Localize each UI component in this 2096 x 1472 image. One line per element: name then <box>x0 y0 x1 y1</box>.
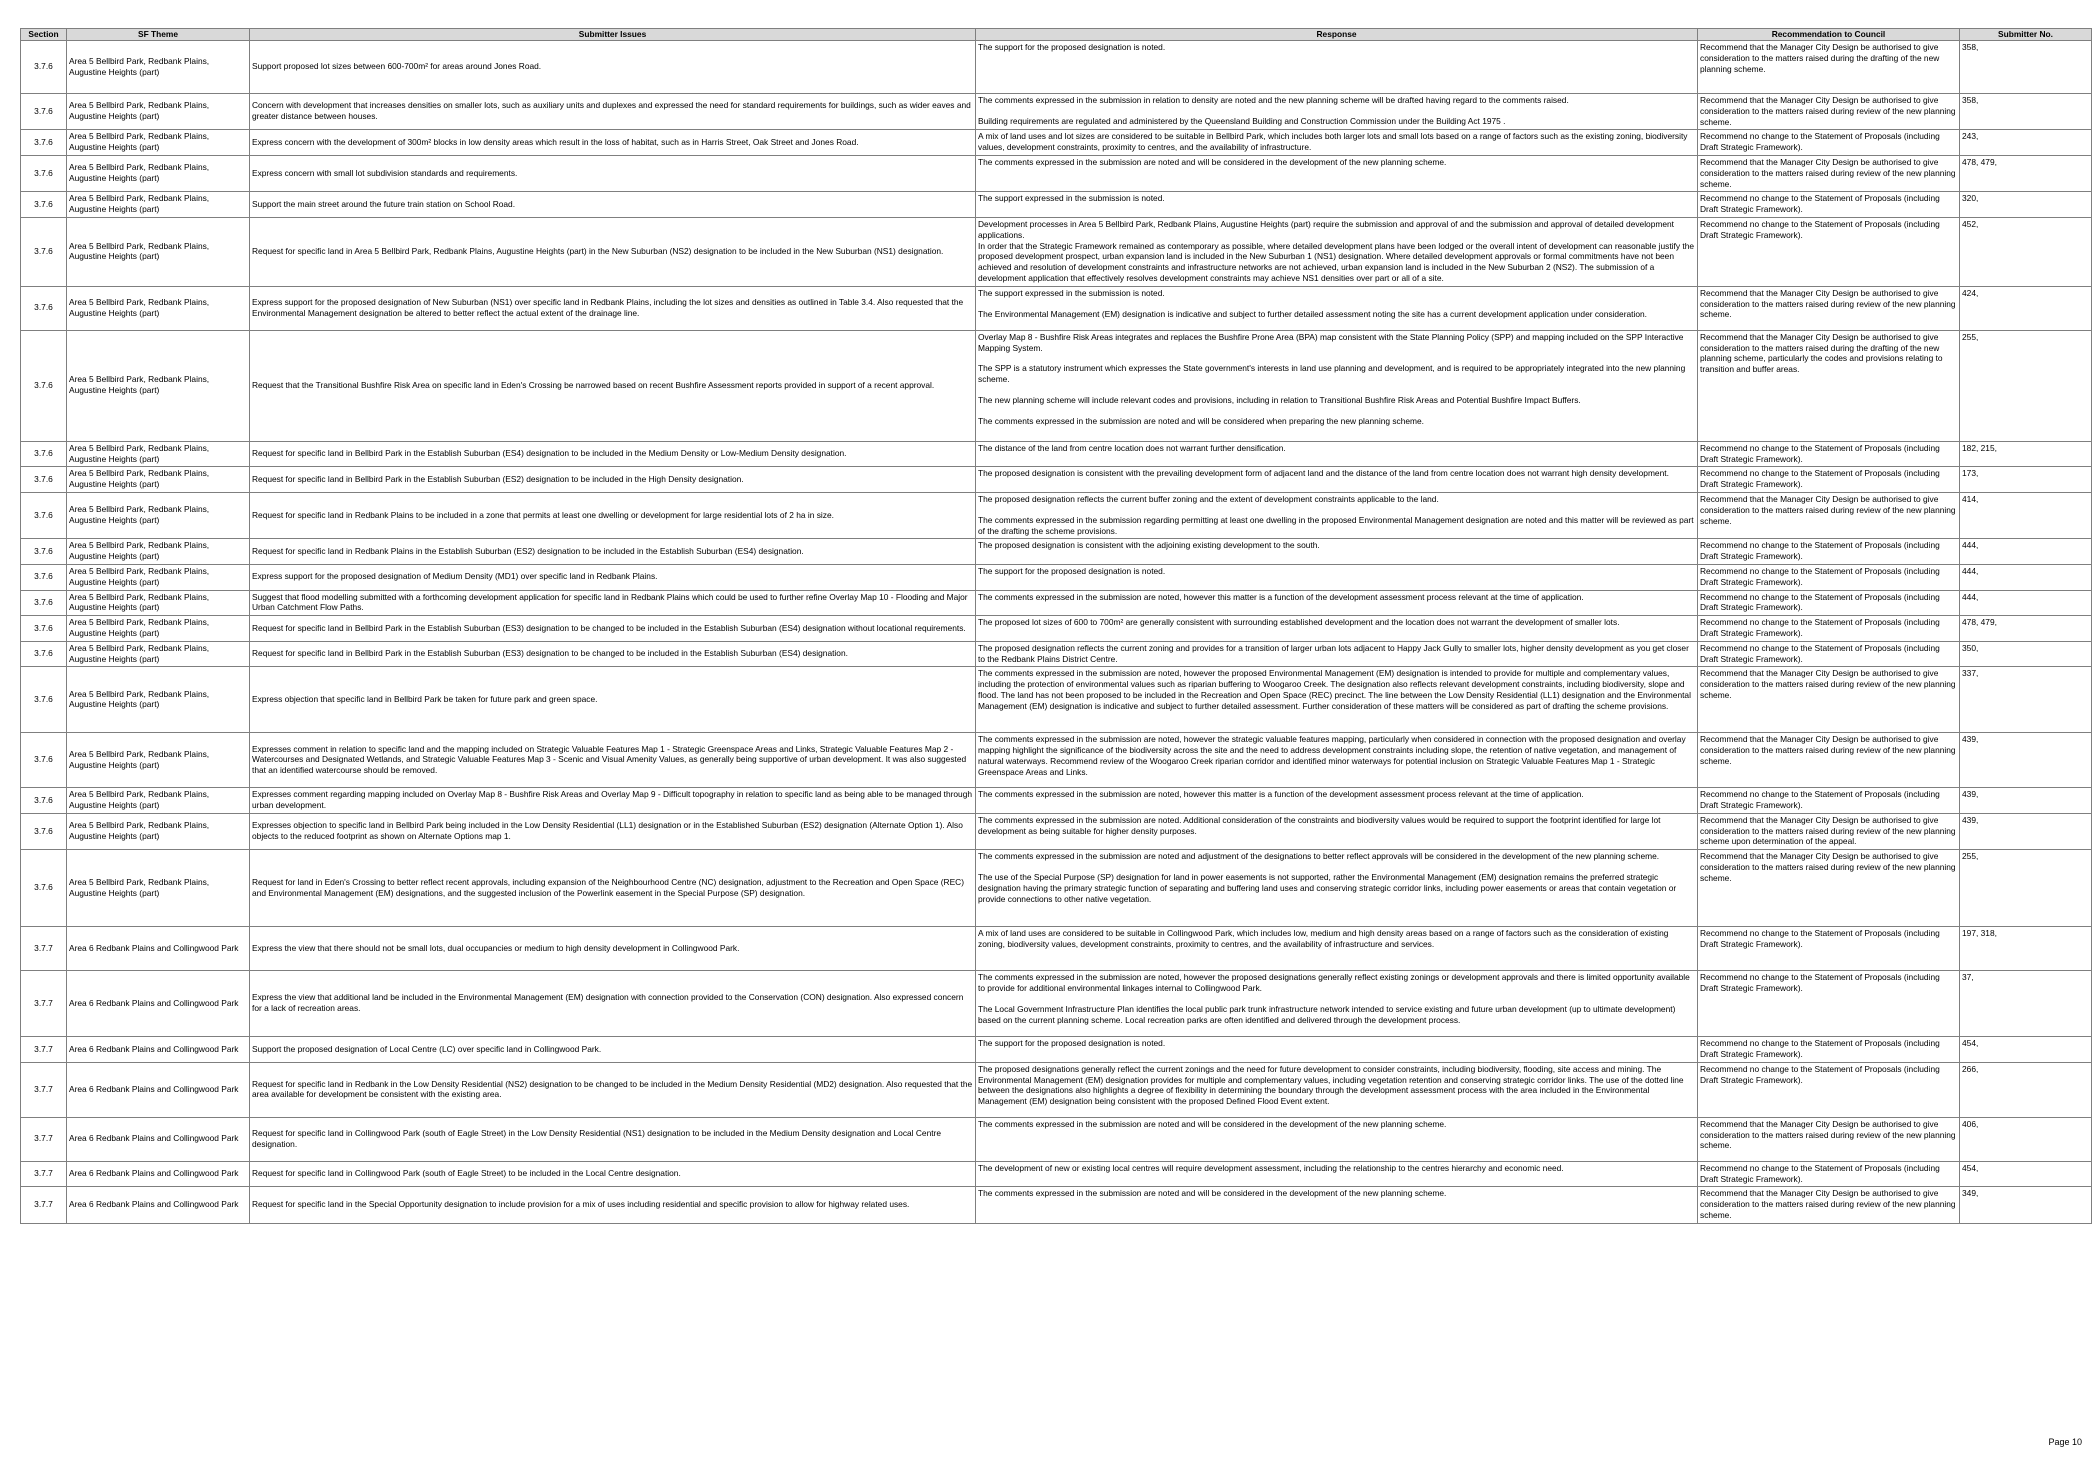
cell-recommendation: Recommend that the Manager City Design be authorised to give consideration to the matters raised during review of the new planning scheme. <box>1698 850 1960 927</box>
cell-section: 3.7.6 <box>21 286 67 330</box>
response-paragraph: The comments expressed in the submission regarding permitting at least one dwelling in the proposed Environmental Management designation are noted and this matter will be reviewed as part of the drafting the scheme provisions. <box>978 514 1694 536</box>
cell-response <box>976 590 1698 616</box>
cell-submitter-issue: Request for specific land in Bellbird Park in the Establish Suburban (ES3) designation to be changed to be included in the Establish Suburban (ES4) designation without locational requirements. <box>250 616 976 642</box>
table-row <box>21 1161 2092 1187</box>
table-row <box>21 217 2092 286</box>
response-paragraph: The support expressed in the submission is noted. <box>978 287 1165 298</box>
response-paragraph: Development processes in Area 5 Bellbird Park, Redbank Plains, Augustine Heights (part) require the submission and approval of and the submission and approval of detailed development applications. <box>978 218 1674 240</box>
response-paragraph: A mix of land uses and lot sizes are considered to be suitable in Bellbird Park, which includes both larger lots and small lots based on a range of factors such as the existing zoning, biodiversity values, development constraints, proximity to centres, and the availability of infrastructure. <box>978 131 1688 153</box>
cell-submitter-issue: Request for specific land in Redbank Plains to be included in a zone that permits at least one dwelling or development for large residential lots of 2 ha in size. <box>250 492 976 538</box>
cell-section: 3.7.7 <box>21 927 67 971</box>
cell-recommendation: Recommend that the Manager City Design be authorised to give consideration to the matters raised during review of the new planning scheme. <box>1698 667 1960 733</box>
response-paragraph: The proposed lot sizes of 600 to 700m² are generally consistent with surrounding established development and the location does not warrant the development of smaller lots. <box>978 617 1620 628</box>
cell-section: 3.7.6 <box>21 492 67 538</box>
cell-submitter-issue: Request for specific land in Redbank in the Low Density Residential (NS2) designation to be changed to be included in the Medium Density Residential (MD2) designation. Also requested that the area available for development be consistent with the existing area. <box>250 1062 976 1117</box>
table-row <box>21 1062 2092 1117</box>
cell-submitter-no: 452, <box>1960 217 2092 286</box>
table-body <box>21 41 2092 1224</box>
table-row <box>21 94 2092 130</box>
cell-section: 3.7.6 <box>21 217 67 286</box>
cell-sf-theme: Area 5 Bellbird Park, Redbank Plains, Augustine Heights (part) <box>67 155 250 191</box>
cell-sf-theme: Area 6 Redbank Plains and Collingwood Park <box>67 1062 250 1117</box>
table-row <box>21 41 2092 94</box>
table-row <box>21 733 2092 788</box>
cell-submitter-no: 255, <box>1960 850 2092 927</box>
response-gap <box>978 505 1695 515</box>
cell-response <box>976 192 1698 218</box>
response-paragraph: The support for the proposed designation is noted. <box>978 42 1166 52</box>
response-paragraph: The Local Government Infrastructure Plan identifies the local public park trunk infrastructure network intended to service existing and future urban development (up to ultimate development) based on the current planning scheme. Local recreation parks are often identified and delivered through the development process. <box>978 1003 1676 1025</box>
cell-submitter-issue: Express objection that specific land in Bellbird Park be taken for future park and green space. <box>250 667 976 733</box>
cell-response <box>976 492 1698 538</box>
cell-response <box>976 155 1698 191</box>
cell-submitter-issue: Support the main street around the future train station on School Road. <box>250 192 976 218</box>
response-paragraph: A mix of land uses are considered to be suitable in Collingwood Park, which includes low, medium and high density areas based on a range of factors such as the consideration of existing zoning, biodiversity values, development constraints, proximity to centres, and the availability of infrastructure and services. <box>978 928 1669 950</box>
cell-sf-theme: Area 5 Bellbird Park, Redbank Plains, Augustine Heights (part) <box>67 41 250 94</box>
header-sf-theme: SF Theme <box>67 29 250 41</box>
table-row <box>21 971 2092 1037</box>
cell-submitter-no: 37, <box>1960 971 2092 1037</box>
cell-response <box>976 1037 1698 1063</box>
cell-recommendation: Recommend no change to the Statement of Proposals (including Draft Strategic Framework). <box>1698 130 1960 156</box>
table-row <box>21 590 2092 616</box>
response-paragraph: The distance of the land from centre location does not warrant further densification. <box>978 442 1286 453</box>
response-paragraph: The comments expressed in the submission are noted and will be considered in the development of the new planning scheme. <box>978 156 1447 167</box>
cell-response <box>976 130 1698 156</box>
cell-recommendation: Recommend that the Manager City Design be authorised to give consideration to the matters raised during review of the new planning scheme. <box>1698 155 1960 191</box>
response-paragraph: The SPP is a statutory instrument which expresses the State government's interests in land use planning and development, and is required to be appropriately integrated into the new planning scheme. <box>978 363 1686 385</box>
response-paragraph: The proposed designations generally reflect the current zonings and the need for future development to consider constraints, including biodiversity, flooding, site access and mining. The Environmental Management (EM) designation provides for multiple and complementary values, including vegetation retention and conserving strategic corridor links. The use of the dotted line between the designations also highlights a degree of flexibility in determining the boundary through the development assessment process with the area included in the Environmental Management (EM) designation being consistent with the proposed Defined Flood Event extent. <box>978 1063 1684 1107</box>
cell-response <box>976 330 1698 441</box>
cell-sf-theme: Area 5 Bellbird Park, Redbank Plains, Augustine Heights (part) <box>67 492 250 538</box>
cell-submitter-issue: Express concern with small lot subdivision standards and requirements. <box>250 155 976 191</box>
response-paragraph: The proposed designation reflects the current zoning and provides for a transition of larger urban lots adjacent to Happy Jack Gully to smaller lots, higher density development as you get closer to the Redbank Plains District Centre. <box>978 642 1689 664</box>
cell-submitter-no: 414, <box>1960 492 2092 538</box>
cell-submitter-issue: Request for specific land in the Special Opportunity designation to include provision for a mix of uses including residential and specific provision to allow for highway related uses. <box>250 1187 976 1223</box>
header-section: Section <box>21 29 67 41</box>
cell-sf-theme: Area 5 Bellbird Park, Redbank Plains, Augustine Heights (part) <box>67 217 250 286</box>
cell-section: 3.7.7 <box>21 1037 67 1063</box>
table-row <box>21 130 2092 156</box>
header-submitter-no: Submitter No. <box>1960 29 2092 41</box>
cell-sf-theme: Area 5 Bellbird Park, Redbank Plains, Augustine Heights (part) <box>67 564 250 590</box>
cell-submitter-issue: Expresses objection to specific land in Bellbird Park being included in the Low Density Residential (LL1) designation or in the Established Suburban (ES2) designation (Alternate Option 1). Also objects to the reduced footprint as shown on Alternate Options map 1. <box>250 813 976 849</box>
response-gap <box>978 406 1695 416</box>
response-paragraph: The proposed designation is consistent with the adjoining existing development to the south. <box>978 540 1320 551</box>
table-row <box>21 492 2092 538</box>
table-row <box>21 641 2092 667</box>
table-row <box>21 192 2092 218</box>
cell-recommendation: Recommend no change to the Statement of Proposals (including Draft Strategic Framework). <box>1698 467 1960 493</box>
cell-sf-theme: Area 5 Bellbird Park, Redbank Plains, Augustine Heights (part) <box>67 286 250 330</box>
cell-recommendation: Recommend that the Manager City Design be authorised to give consideration to the matters raised during review of the new planning scheme. <box>1698 1117 1960 1161</box>
table-row <box>21 539 2092 565</box>
response-paragraph: The proposed designation reflects the current buffer zoning and the extent of development constraints applicable to the land. <box>978 493 1439 504</box>
response-gap <box>978 994 1695 1004</box>
cell-section: 3.7.6 <box>21 564 67 590</box>
table-row <box>21 667 2092 733</box>
cell-submitter-issue: Request for specific land in Collingwood Park (south of Eagle Street) to be included in the Local Centre designation. <box>250 1161 976 1187</box>
cell-recommendation: Recommend no change to the Statement of Proposals (including Draft Strategic Framework). <box>1698 590 1960 616</box>
cell-submitter-issue: Concern with development that increases densities on smaller lots, such as auxiliary units and duplexes and expressed the need for standard requirements for buildings, such as wider eaves and greater distance between houses. <box>250 94 976 130</box>
cell-recommendation: Recommend no change to the Statement of Proposals (including Draft Strategic Framework). <box>1698 927 1960 971</box>
cell-submitter-no: 243, <box>1960 130 2092 156</box>
cell-submitter-issue: Request for specific land in Collingwood Park (south of Eagle Street) in the Low Density Residential (NS1) designation to be included in the Medium Density designation and Local Centre designation. <box>250 1117 976 1161</box>
cell-section: 3.7.6 <box>21 539 67 565</box>
cell-recommendation: Recommend that the Manager City Design be authorised to give consideration to the matters raised during review of the new planning scheme. <box>1698 492 1960 538</box>
cell-submitter-no: 478, 479, <box>1960 155 2092 191</box>
cell-submitter-no: 444, <box>1960 590 2092 616</box>
response-paragraph: Building requirements are regulated and administered by the Queensland Building and Construction Commission under the Building Act 1975 . <box>978 115 1506 126</box>
cell-submitter-no: 454, <box>1960 1037 2092 1063</box>
cell-submitter-issue: Express concern with the development of 300m² blocks in low density areas which result in the loss of habitat, such as in Harris Street, Oak Street and Jones Road. <box>250 130 976 156</box>
cell-section: 3.7.6 <box>21 467 67 493</box>
cell-sf-theme: Area 5 Bellbird Park, Redbank Plains, Augustine Heights (part) <box>67 330 250 441</box>
response-paragraph: In order that the Strategic Framework remained as contemporary as possible, where detailed development plans have been lodged or the overall intent of development can reasonable justify the proposed development prospect, urban expansion land is included in the New Suburban 1 (NS1) designation. Where detailed development approvals or formal commitments have not been achieved and resolution of development constraints and infrastructure networks are not achieved, urban expansion land is included in the New Suburban 2 (NS2). The submission of a development application that effectively resolves development constraints may achieve NS1 densities over part or all of a site. <box>978 240 1695 283</box>
header-response: Response <box>976 29 1698 41</box>
cell-recommendation: Recommend that the Manager City Design be authorised to give consideration to the matters raised during review of the new planning scheme. <box>1698 1187 1960 1223</box>
cell-submitter-no: 424, <box>1960 286 2092 330</box>
header-submitter-issues: Submitter Issues <box>250 29 976 41</box>
cell-sf-theme: Area 5 Bellbird Park, Redbank Plains, Augustine Heights (part) <box>67 641 250 667</box>
cell-section: 3.7.6 <box>21 441 67 467</box>
cell-submitter-no: 439, <box>1960 813 2092 849</box>
cell-submitter-issue: Request for land in Eden's Crossing to better reflect recent approvals, including expansion of the Neighbourhood Centre (NC) designation, adjustment to the Recreation and Open Space (REC) and Environmental Management (EM) designations, and the suggested inclusion of the Powerlink easement in the Special Purpose (SP) designation. <box>250 850 976 927</box>
response-paragraph: The comments expressed in the submission are noted, however the strategic valuable features mapping, particularly when considered in connection with the proposed designation and overlay mapping highlight the significance of the biodiversity across the site and the need to address development constraints including slope, the retention of native vegetation, and management of natural waterways. Recommend review of the Woogaroo Creek riparian corridor and identified minor waterways for potential inclusion on Strategic Valuable Features Map 1 - Strategic Greenspace Areas and Links. <box>978 734 1686 777</box>
cell-response <box>976 539 1698 565</box>
response-paragraph: The comments expressed in the submission are noted, however this matter is a function of the development assessment process relevant at the time of application. <box>978 789 1584 800</box>
cell-submitter-issue: Express support for the proposed designation of New Suburban (NS1) over specific land in Redbank Plains, including the lot sizes and densities as outlined in Table 3.4. Also requested that the Environmental Management designation be altered to better reflect the actual extent of the drainage line. <box>250 286 976 330</box>
cell-submitter-no: 439, <box>1960 788 2092 814</box>
cell-submitter-issue: Express the view that there should not be small lots, dual occupancies or medium to high density development in Collingwood Park. <box>250 927 976 971</box>
cell-section: 3.7.6 <box>21 813 67 849</box>
table-row <box>21 286 2092 330</box>
page-number: Page 10 <box>2048 1437 2082 1447</box>
cell-submitter-no: 173, <box>1960 467 2092 493</box>
cell-submitter-issue: Support proposed lot sizes between 600-700m² for areas around Jones Road. <box>250 41 976 94</box>
cell-recommendation: Recommend no change to the Statement of Proposals (including Draft Strategic Framework). <box>1698 564 1960 590</box>
response-paragraph: The comments expressed in the submission are noted and will be considered when preparing the new planning scheme. <box>978 415 1424 426</box>
cell-response <box>976 788 1698 814</box>
cell-submitter-issue: Request for specific land in Bellbird Park in the Establish Suburban (ES3) designation to be changed to be included in the Establish Suburban (ES4) designation. <box>250 641 976 667</box>
cell-submitter-no: 350, <box>1960 641 2092 667</box>
response-paragraph: The support for the proposed designation is noted. <box>978 565 1166 576</box>
cell-submitter-issue: Support the proposed designation of Local Centre (LC) over specific land in Collingwood Park. <box>250 1037 976 1063</box>
cell-submitter-issue: Expresses comment in relation to specific land and the mapping included on Strategic Valuable Features Map 1 - Strategic Greenspace Areas and Links, Strategic Valuable Features Map 2 - Watercourses and Designated Wetlands, and Strategic Valuable Features Map 3 - Scenic and Visual Amenity Values, as generally being supportive of urban development. It was also suggested that an identified watercourse should be removed. <box>250 733 976 788</box>
cell-section: 3.7.6 <box>21 94 67 130</box>
cell-response <box>976 41 1698 94</box>
cell-section: 3.7.7 <box>21 971 67 1037</box>
cell-sf-theme: Area 5 Bellbird Park, Redbank Plains, Augustine Heights (part) <box>67 441 250 467</box>
table-row <box>21 616 2092 642</box>
cell-submitter-no: 337, <box>1960 667 2092 733</box>
cell-recommendation: Recommend that the Manager City Design be authorised to give consideration to the matters raised during review of the new planning scheme. <box>1698 733 1960 788</box>
document-page <box>20 28 2092 1224</box>
cell-submitter-no: 439, <box>1960 733 2092 788</box>
cell-section: 3.7.6 <box>21 733 67 788</box>
cell-section: 3.7.7 <box>21 1062 67 1117</box>
cell-response <box>976 467 1698 493</box>
cell-sf-theme: Area 6 Redbank Plains and Collingwood Park <box>67 927 250 971</box>
cell-section: 3.7.6 <box>21 667 67 733</box>
cell-response <box>976 667 1698 733</box>
cell-submitter-issue: Request for specific land in Bellbird Park in the Establish Suburban (ES4) designation to be included in the Medium Density or Low-Medium Density designation. <box>250 441 976 467</box>
response-paragraph: The comments expressed in the submission are noted and will be considered in the development of the new planning scheme. <box>978 1118 1447 1129</box>
cell-submitter-no: 444, <box>1960 539 2092 565</box>
response-gap <box>978 299 1695 309</box>
cell-section: 3.7.6 <box>21 850 67 927</box>
response-paragraph: The Environmental Management (EM) designation is indicative and subject to further detailed assessment noting the site has a current development application under consideration. <box>978 308 1647 319</box>
cell-submitter-no: 478, 479, <box>1960 616 2092 642</box>
cell-sf-theme: Area 5 Bellbird Park, Redbank Plains, Augustine Heights (part) <box>67 788 250 814</box>
response-paragraph: The support for the proposed designation is noted. <box>978 1038 1166 1049</box>
table-row <box>21 467 2092 493</box>
cell-sf-theme: Area 5 Bellbird Park, Redbank Plains, Augustine Heights (part) <box>67 813 250 849</box>
response-paragraph: The proposed designation is consistent with the prevailing development form of adjacent land and the distance of the land from centre location does not warrant high density development. <box>978 468 1669 479</box>
cell-recommendation: Recommend that the Manager City Design be authorised to give consideration to the matters raised during the drafting of the new planning scheme, particularly the codes and provisions relating to transition and buffer areas. <box>1698 330 1960 441</box>
cell-section: 3.7.6 <box>21 155 67 191</box>
table-row <box>21 850 2092 927</box>
cell-submitter-issue: Request for specific land in Bellbird Park in the Establish Suburban (ES2) designation to be included in the High Density designation. <box>250 467 976 493</box>
cell-submitter-no: 182, 215, <box>1960 441 2092 467</box>
table-row <box>21 1187 2092 1223</box>
cell-section: 3.7.7 <box>21 1161 67 1187</box>
table-row <box>21 1037 2092 1063</box>
cell-submitter-no: 349, <box>1960 1187 2092 1223</box>
cell-recommendation: Recommend that the Manager City Design be authorised to give consideration to the matters raised during review of the new planning scheme. <box>1698 94 1960 130</box>
cell-submitter-issue: Request that the Transitional Bushfire Risk Area on specific land in Eden's Crossing be narrowed based on recent Bushfire Assessment reports provided in support of a recent approval. <box>250 330 976 441</box>
cell-submitter-no: 255, <box>1960 330 2092 441</box>
response-gap <box>978 106 1695 116</box>
table-header-row <box>21 29 2092 41</box>
cell-response <box>976 1117 1698 1161</box>
response-paragraph: The development of new or existing local centres will require development assessment, including the relationship to the centres hierarchy and economic need. <box>978 1162 1564 1173</box>
cell-response <box>976 616 1698 642</box>
cell-recommendation: Recommend no change to the Statement of Proposals (including Draft Strategic Framework). <box>1698 641 1960 667</box>
cell-submitter-issue: Request for specific land in Redbank Plains in the Establish Suburban (ES2) designation to be included in the Establish Suburban (ES4) designation. <box>250 539 976 565</box>
response-paragraph: The comments expressed in the submission in relation to density are noted and the new planning scheme will be drafted having regard to the comments raised. <box>978 95 1569 105</box>
cell-section: 3.7.6 <box>21 330 67 441</box>
cell-sf-theme: Area 5 Bellbird Park, Redbank Plains, Augustine Heights (part) <box>67 590 250 616</box>
response-paragraph: The new planning scheme will include relevant codes and provisions, including in relation to Transitional Bushfire Risk Areas and Potential Bushfire Impact Buffers. <box>978 394 1581 405</box>
cell-sf-theme: Area 5 Bellbird Park, Redbank Plains, Augustine Heights (part) <box>67 192 250 218</box>
cell-sf-theme: Area 5 Bellbird Park, Redbank Plains, Augustine Heights (part) <box>67 616 250 642</box>
cell-submitter-no: 358, <box>1960 94 2092 130</box>
cell-submitter-no: 320, <box>1960 192 2092 218</box>
cell-section: 3.7.7 <box>21 1187 67 1223</box>
cell-response <box>976 94 1698 130</box>
cell-sf-theme: Area 5 Bellbird Park, Redbank Plains, Augustine Heights (part) <box>67 539 250 565</box>
cell-sf-theme: Area 5 Bellbird Park, Redbank Plains, Augustine Heights (part) <box>67 130 250 156</box>
cell-submitter-issue: Suggest that flood modelling submitted with a forthcoming development application for specific land in Redbank Plains which could be used to further refine Overlay Map 10 - Flooding and Major Urban Catchment Flow Paths. <box>250 590 976 616</box>
cell-sf-theme: Area 5 Bellbird Park, Redbank Plains, Augustine Heights (part) <box>67 667 250 733</box>
response-paragraph: The comments expressed in the submission are noted, however this matter is a function of the development assessment process relevant at the time of application. <box>978 591 1584 602</box>
cell-sf-theme: Area 5 Bellbird Park, Redbank Plains, Augustine Heights (part) <box>67 467 250 493</box>
table-row <box>21 441 2092 467</box>
cell-recommendation: Recommend that the Manager City Design be authorised to give consideration to the matters raised during the drafting of the new planning scheme. <box>1698 41 1960 94</box>
cell-response <box>976 1062 1698 1117</box>
response-paragraph: The comments expressed in the submission are noted. Additional consideration of the constraints and biodiversity values would be required to support the footprint identified for large lot development as being suitable for higher density purposes. <box>978 814 1661 836</box>
cell-section: 3.7.6 <box>21 192 67 218</box>
response-paragraph: The comments expressed in the submission are noted, however the proposed Environmental Management (EM) designation is intended to provide for multiple and complementary values, including the protection of environmental values such as riparian buffering to Woogaroo Creek. The designation also reflects relevant development constraints, including biodiversity, slope and flood. The land has not been proposed to be included in the Recreation and Open Space (REC) precinct. The line between the Low Density Residential (LL1) designation and the Environmental Management (EM) designation is indicative and subject to further detailed assessment. Further consideration of these matters will be considered as part of drafting the scheme provisions. <box>978 668 1691 711</box>
cell-sf-theme: Area 5 Bellbird Park, Redbank Plains, Augustine Heights (part) <box>67 850 250 927</box>
cell-recommendation: Recommend no change to the Statement of Proposals (including Draft Strategic Framework). <box>1698 788 1960 814</box>
response-paragraph: Overlay Map 8 - Bushfire Risk Areas integrates and replaces the Bushfire Prone Area (BPA) map consistent with the State Planning Policy (SPP) and mapping included on the SPP Interactive Mapping System. <box>978 331 1684 353</box>
cell-section: 3.7.6 <box>21 641 67 667</box>
table-row <box>21 564 2092 590</box>
cell-recommendation: Recommend that the Manager City Design be authorised to give consideration to the matters raised during review of the new planning scheme upon determination of the appeal. <box>1698 813 1960 849</box>
response-gap <box>978 862 1695 872</box>
cell-section: 3.7.7 <box>21 1117 67 1161</box>
cell-response <box>976 1161 1698 1187</box>
cell-sf-theme: Area 6 Redbank Plains and Collingwood Park <box>67 1161 250 1187</box>
cell-response <box>976 971 1698 1037</box>
cell-sf-theme: Area 5 Bellbird Park, Redbank Plains, Augustine Heights (part) <box>67 94 250 130</box>
header-recommendation: Recommendation to Council <box>1698 29 1960 41</box>
table-row <box>21 330 2092 441</box>
cell-submitter-no: 266, <box>1960 1062 2092 1117</box>
table-row <box>21 1117 2092 1161</box>
table-row <box>21 788 2092 814</box>
cell-recommendation: Recommend no change to the Statement of Proposals (including Draft Strategic Framework). <box>1698 616 1960 642</box>
cell-recommendation: Recommend no change to the Statement of Proposals (including Draft Strategic Framework). <box>1698 441 1960 467</box>
cell-recommendation: Recommend that the Manager City Design be authorised to give consideration to the matters raised during review of the new planning scheme. <box>1698 286 1960 330</box>
cell-recommendation: Recommend no change to the Statement of Proposals (including Draft Strategic Framework). <box>1698 1062 1960 1117</box>
cell-recommendation: Recommend no change to the Statement of Proposals (including Draft Strategic Framework). <box>1698 1037 1960 1063</box>
cell-response <box>976 1187 1698 1223</box>
table-row <box>21 155 2092 191</box>
response-paragraph: The comments expressed in the submission are noted, however the proposed designations generally reflect existing zonings or development approvals and there is limited opportunity available to provide for additional environmental linkages internal to Collingwood Park. <box>978 972 1690 994</box>
cell-recommendation: Recommend no change to the Statement of Proposals (including Draft Strategic Framework). <box>1698 971 1960 1037</box>
cell-response <box>976 286 1698 330</box>
cell-sf-theme: Area 6 Redbank Plains and Collingwood Park <box>67 1117 250 1161</box>
cell-submitter-no: 358, <box>1960 41 2092 94</box>
response-paragraph: The comments expressed in the submission are noted and will be considered in the development of the new planning scheme. <box>978 1188 1447 1199</box>
cell-response <box>976 813 1698 849</box>
cell-section: 3.7.6 <box>21 616 67 642</box>
response-gap <box>978 353 1695 363</box>
cell-response <box>976 217 1698 286</box>
cell-submitter-no: 444, <box>1960 564 2092 590</box>
response-paragraph: The support expressed in the submission is noted. <box>978 193 1165 204</box>
cell-recommendation: Recommend no change to the Statement of Proposals (including Draft Strategic Framework). <box>1698 1161 1960 1187</box>
submissions-table <box>20 28 2092 1224</box>
cell-recommendation: Recommend no change to the Statement of Proposals (including Draft Strategic Framework). <box>1698 539 1960 565</box>
table-row <box>21 927 2092 971</box>
cell-submitter-issue: Express the view that additional land be included in the Environmental Management (EM) designation with connection provided to the Conservation (CON) designation. Also expressed concern for a lack of recreation areas. <box>250 971 976 1037</box>
cell-sf-theme: Area 6 Redbank Plains and Collingwood Park <box>67 1187 250 1223</box>
cell-response <box>976 441 1698 467</box>
cell-section: 3.7.6 <box>21 130 67 156</box>
cell-response <box>976 927 1698 971</box>
cell-section: 3.7.6 <box>21 590 67 616</box>
cell-sf-theme: Area 6 Redbank Plains and Collingwood Park <box>67 1037 250 1063</box>
cell-response <box>976 733 1698 788</box>
cell-submitter-issue: Expresses comment regarding mapping included on Overlay Map 8 - Bushfire Risk Areas and Overlay Map 9 - Difficult topography in relation to specific land as being able to be managed through urban development. <box>250 788 976 814</box>
cell-section: 3.7.6 <box>21 41 67 94</box>
cell-submitter-issue: Request for specific land in Area 5 Bellbird Park, Redbank Plains, Augustine Heights (part) in the New Suburban (NS2) designation to be included in the New Suburban (NS1) designation. <box>250 217 976 286</box>
cell-response <box>976 564 1698 590</box>
cell-sf-theme: Area 5 Bellbird Park, Redbank Plains, Augustine Heights (part) <box>67 733 250 788</box>
response-paragraph: The comments expressed in the submission are noted and adjustment of the designations to better reflect approvals will be considered in the development of the new planning scheme. <box>978 851 1660 862</box>
response-gap <box>978 385 1695 395</box>
cell-section: 3.7.6 <box>21 788 67 814</box>
cell-submitter-issue: Express support for the proposed designation of Medium Density (MD1) over specific land in Redbank Plains. <box>250 564 976 590</box>
response-paragraph: The use of the Special Purpose (SP) designation for land in power easements is not supported, rather the Environmental Management (EM) designation remains the preferred strategic designation having the primary strategic function of separating and buffering land uses and conserving strategic corridor links, including power easements or areas that contain vegetation or provide connections to other native vegetation. <box>978 872 1677 904</box>
table-row <box>21 813 2092 849</box>
cell-response <box>976 850 1698 927</box>
cell-submitter-no: 454, <box>1960 1161 2092 1187</box>
cell-submitter-no: 406, <box>1960 1117 2092 1161</box>
cell-response <box>976 641 1698 667</box>
cell-sf-theme: Area 6 Redbank Plains and Collingwood Park <box>67 971 250 1037</box>
cell-recommendation: Recommend no change to the Statement of Proposals (including Draft Strategic Framework). <box>1698 192 1960 218</box>
cell-submitter-no: 197, 318, <box>1960 927 2092 971</box>
cell-recommendation: Recommend no change to the Statement of Proposals (including Draft Strategic Framework). <box>1698 217 1960 286</box>
